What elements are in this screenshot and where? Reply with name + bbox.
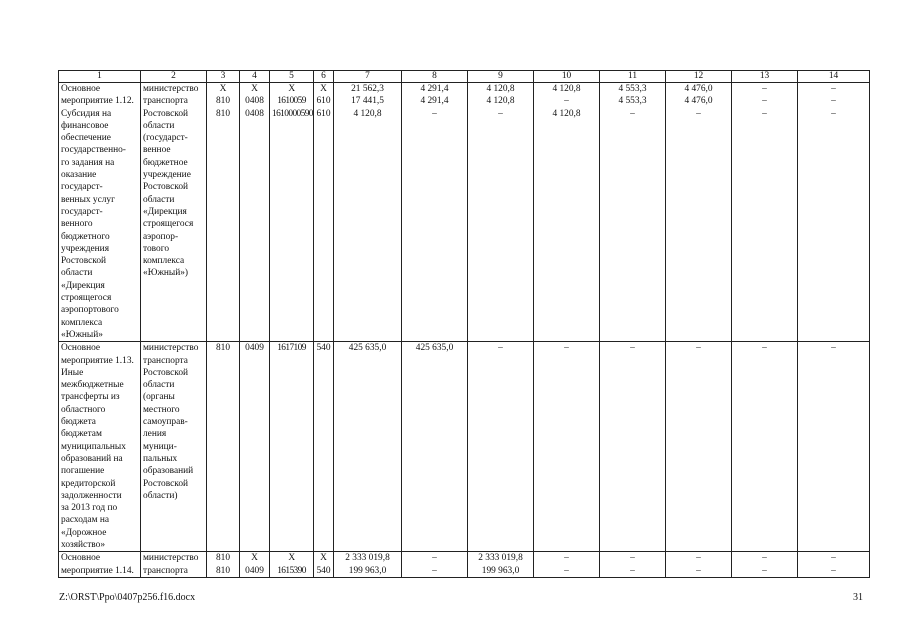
- cell-line: «Южный»: [61, 329, 103, 340]
- year-cell: [732, 342, 798, 552]
- header-cell: 4: [240, 71, 270, 83]
- cell-line: венных услуг: [61, 194, 115, 205]
- cell-line: бюджетного: [61, 231, 110, 242]
- cell-line: самоуправ-: [143, 417, 188, 428]
- cell-line: 17 441,5: [351, 96, 384, 107]
- csr-cell: [270, 342, 314, 552]
- cell-line: –: [630, 108, 635, 119]
- cell-line: 4 120,8: [552, 84, 581, 94]
- cell-line: –: [564, 553, 569, 564]
- cell-line: Основное: [61, 84, 101, 94]
- executor-cell: [141, 342, 207, 552]
- cell-line: транспорта: [143, 96, 188, 107]
- cell-line: –: [696, 343, 701, 354]
- cell-line: муниципальных: [61, 441, 126, 452]
- cell-line: «Дирекция: [61, 280, 105, 291]
- cell-line: пальных: [143, 453, 178, 464]
- cell-line: 810: [215, 553, 231, 564]
- cell-line: –: [762, 343, 767, 354]
- cell-line: –: [696, 553, 701, 564]
- cell-line: 2 333 019,8: [478, 553, 523, 564]
- header-cell: 6: [314, 71, 334, 83]
- cell-line: –: [630, 553, 635, 564]
- grbs-cell: [207, 83, 240, 342]
- cell-line: 4 291,4: [420, 96, 449, 107]
- cell-line: строящегося: [143, 219, 194, 230]
- cell-line: Ростовской: [143, 108, 189, 119]
- cell-line: областного: [61, 404, 106, 415]
- cell-line: трансферты из: [61, 392, 120, 403]
- table-row: [59, 552, 870, 578]
- cell-line: межбюджетные: [61, 380, 124, 391]
- cell-line: –: [831, 553, 836, 564]
- cell-line: 199 963,0: [481, 565, 520, 576]
- cell-line: 4 553,3: [618, 84, 647, 94]
- cell-line: Субсидия на: [61, 108, 112, 119]
- cell-line: 199 963,0: [348, 565, 387, 576]
- cell-line: тового: [143, 243, 170, 254]
- cell-line: за 2013 год по: [61, 503, 118, 514]
- cell-line: 540: [316, 343, 331, 354]
- vr-cell: [314, 342, 334, 552]
- cell-line: 1610059: [277, 96, 306, 107]
- cell-line: Ростовской: [143, 478, 189, 489]
- cell-line: обеспечение: [61, 133, 111, 144]
- page-number: 31: [853, 592, 863, 603]
- header-row: [59, 71, 870, 83]
- cell-line: 4 120,8: [353, 108, 382, 119]
- cell-line: –: [564, 343, 569, 354]
- cell-line: –: [762, 553, 767, 564]
- cell-line: (государст-: [143, 133, 188, 144]
- cell-line: –: [564, 565, 569, 576]
- total-cell: [334, 552, 402, 578]
- csr-cell: [270, 552, 314, 578]
- rzpr-cell: [240, 552, 270, 578]
- file-path: Z:\ORST\Ppo\0407p256.f16.docx: [59, 592, 196, 603]
- cell-line: области: [143, 194, 175, 205]
- cell-line: –: [831, 96, 836, 107]
- cell-line: мероприятие 1.14.: [61, 565, 134, 576]
- cell-line: оказание: [61, 170, 97, 181]
- cell-line: –: [432, 565, 437, 576]
- cell-line: –: [498, 343, 503, 354]
- cell-line: учреждение: [143, 170, 191, 181]
- header-cell: 5: [270, 71, 314, 83]
- cell-line: образований: [143, 466, 194, 477]
- cell-line: транспорта: [143, 355, 188, 366]
- year-cell: [666, 83, 732, 342]
- header-cell: 10: [534, 71, 600, 83]
- grbs-cell: [207, 342, 240, 552]
- cell-line: Ростовской: [61, 256, 107, 267]
- cell-line: 4 476,0: [684, 96, 713, 107]
- cell-line: местного: [143, 404, 180, 415]
- cell-line: хозяйство»: [61, 539, 106, 550]
- cell-line: комплекса: [143, 256, 185, 267]
- cell-line: 1617109: [277, 343, 306, 354]
- cell-line: области: [143, 120, 175, 131]
- cell-line: задолженности: [61, 490, 122, 501]
- year-cell: [402, 552, 468, 578]
- cell-line: –: [831, 108, 836, 119]
- header-cell: 2: [141, 71, 207, 83]
- cell-line: погашение: [61, 466, 105, 477]
- cell-line: 21 562,3: [351, 84, 384, 94]
- year-cell: [600, 83, 666, 342]
- cell-line: –: [432, 553, 437, 564]
- cell-line: области: [143, 380, 175, 391]
- cell-line: «Южный»): [143, 268, 189, 279]
- table-row: [59, 83, 870, 342]
- header-cell: 3: [207, 71, 240, 83]
- cell-line: мероприятие 1.13.: [61, 355, 134, 366]
- year-cell: [666, 342, 732, 552]
- vr-cell: [314, 83, 334, 342]
- cell-line: муници-: [143, 441, 177, 452]
- rzpr-cell: [240, 83, 270, 342]
- year-cell: [732, 83, 798, 342]
- csr-cell: [270, 83, 314, 342]
- cell-line: X: [288, 84, 295, 94]
- cell-line: 4 476,0: [684, 84, 713, 94]
- cell-line: 4 120,8: [486, 96, 515, 107]
- cell-line: –: [762, 108, 767, 119]
- year-cell: [534, 83, 600, 342]
- cell-line: министерство: [143, 343, 199, 354]
- cell-line: 4 553,3: [618, 96, 647, 107]
- cell-line: аэропор-: [143, 231, 179, 242]
- cell-line: 810: [215, 96, 231, 107]
- cell-line: –: [696, 565, 701, 576]
- header-cell: 14: [798, 71, 870, 83]
- year-cell: [468, 342, 534, 552]
- cell-line: «Дорожное: [61, 527, 107, 538]
- cell-line: министерство: [143, 553, 199, 564]
- cell-line: мероприятие 1.12.: [61, 96, 134, 107]
- cell-line: области: [61, 268, 93, 279]
- rzpr-cell: [240, 342, 270, 552]
- cell-line: 1615390: [277, 565, 306, 576]
- executor-cell: [141, 552, 207, 578]
- total-cell: [334, 342, 402, 552]
- cell-line: –: [762, 565, 767, 576]
- cell-line: «Дирекция: [143, 206, 187, 217]
- cell-line: 1610000590: [272, 108, 313, 119]
- cell-line: 610: [316, 96, 331, 107]
- table-body: [59, 83, 870, 578]
- event-name-cell: [59, 552, 141, 578]
- cell-line: (органы: [143, 392, 175, 403]
- cell-line: X: [320, 553, 327, 564]
- cell-line: образований на: [61, 453, 123, 464]
- cell-line: Иные: [61, 367, 84, 378]
- year-cell: [534, 342, 600, 552]
- cell-line: 610: [316, 108, 331, 119]
- year-cell: [600, 552, 666, 578]
- cell-line: 0408: [245, 96, 264, 107]
- year-cell: [534, 552, 600, 578]
- cell-line: Основное: [61, 553, 101, 564]
- cell-line: Ростовской: [143, 367, 189, 378]
- year-cell: [732, 552, 798, 578]
- cell-line: бюджета: [61, 417, 96, 428]
- event-name-cell: [59, 342, 141, 552]
- cell-line: финансовое: [61, 120, 109, 131]
- cell-line: 0409: [245, 565, 264, 576]
- cell-line: 4 291,4: [420, 84, 449, 94]
- cell-line: –: [831, 343, 836, 354]
- cell-line: 0408: [245, 108, 264, 119]
- cell-line: 2 333 019,8: [345, 553, 390, 564]
- cell-line: аэропортового: [61, 305, 119, 316]
- cell-line: –: [696, 108, 701, 119]
- cell-line: 810: [215, 108, 231, 119]
- cell-line: расходам на: [61, 515, 110, 526]
- cell-line: области): [143, 490, 178, 501]
- cell-line: учреждения: [61, 243, 110, 254]
- header-cell: 8: [402, 71, 468, 83]
- grbs-cell: [207, 552, 240, 578]
- year-cell: [402, 342, 468, 552]
- cell-line: –: [630, 565, 635, 576]
- cell-line: –: [831, 565, 836, 576]
- cell-line: 810: [215, 343, 231, 354]
- budget-table: [58, 70, 870, 578]
- event-name-cell: [59, 83, 141, 342]
- header-cell: 13: [732, 71, 798, 83]
- cell-line: венного: [61, 219, 93, 230]
- cell-line: –: [498, 108, 503, 119]
- cell-line: государст-: [61, 206, 103, 217]
- cell-line: –: [564, 96, 569, 107]
- year-cell: [468, 552, 534, 578]
- cell-line: строящегося: [61, 293, 112, 304]
- cell-line: венное: [143, 145, 171, 156]
- cell-line: 4 120,8: [552, 108, 581, 119]
- cell-line: 425 635,0: [415, 343, 454, 354]
- cell-line: –: [762, 96, 767, 107]
- cell-line: 540: [316, 565, 331, 576]
- cell-line: X: [251, 553, 258, 564]
- cell-line: го задания на: [61, 157, 115, 168]
- year-cell: [600, 342, 666, 552]
- header-cell: 12: [666, 71, 732, 83]
- cell-line: министерство: [143, 84, 199, 94]
- cell-line: 4 120,8: [486, 84, 515, 94]
- cell-line: Ростовской: [143, 182, 189, 193]
- cell-line: транспорта: [143, 565, 188, 576]
- cell-line: 425 635,0: [348, 343, 387, 354]
- year-cell: [798, 83, 870, 342]
- cell-line: ления: [143, 429, 167, 440]
- vr-cell: [314, 552, 334, 578]
- year-cell: [798, 342, 870, 552]
- year-cell: [666, 552, 732, 578]
- cell-line: кредиторской: [61, 478, 116, 489]
- cell-line: –: [762, 84, 767, 94]
- cell-line: –: [432, 108, 437, 119]
- cell-line: бюджетам: [61, 429, 102, 440]
- cell-line: государст-: [61, 182, 103, 193]
- total-cell: [334, 83, 402, 342]
- cell-line: X: [320, 84, 327, 94]
- header-cell: 7: [334, 71, 402, 83]
- cell-line: 810: [215, 565, 231, 576]
- cell-line: –: [831, 84, 836, 94]
- header-cell: 11: [600, 71, 666, 83]
- header-cell: 9: [468, 71, 534, 83]
- year-cell: [402, 83, 468, 342]
- cell-line: X: [251, 84, 258, 94]
- cell-line: бюджетное: [143, 157, 188, 168]
- cell-line: государственно-: [61, 145, 126, 156]
- cell-line: X: [219, 84, 227, 94]
- header-cell: 1: [59, 71, 141, 83]
- table-row: [59, 342, 870, 552]
- cell-line: X: [288, 553, 295, 564]
- cell-line: –: [630, 343, 635, 354]
- cell-line: комплекса: [61, 317, 103, 328]
- cell-line: Основное: [61, 343, 101, 354]
- executor-cell: [141, 83, 207, 342]
- year-cell: [798, 552, 870, 578]
- year-cell: [468, 83, 534, 342]
- cell-line: 0409: [245, 343, 264, 354]
